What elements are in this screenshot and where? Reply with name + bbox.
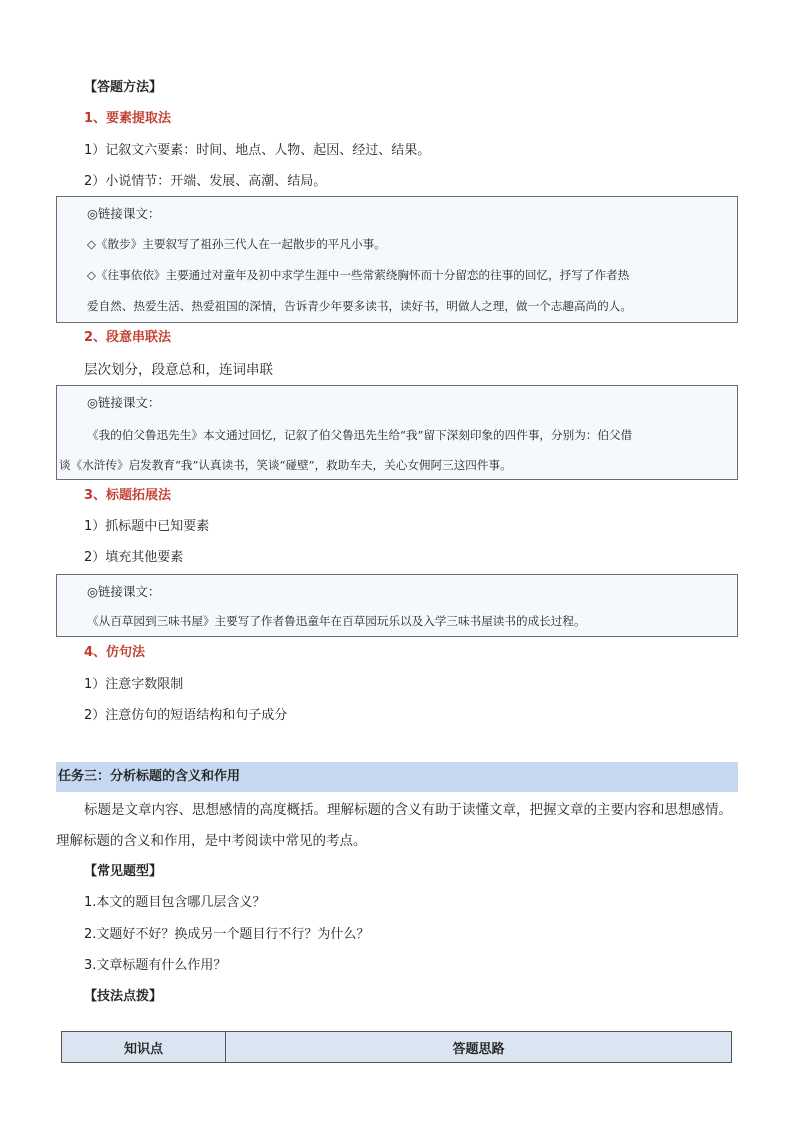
lesson-link-box-2 (56, 385, 738, 480)
task-3-intro-line-1: 标题是文章内容、思想感情的高度概括。理解标题的含义有助于读懂文章，把握文章的主要内容和思想感情。 (84, 802, 732, 818)
lesson-link-line: ◇《散步》主要叙写了祖孙三代人在一起散步的平凡小事。 (87, 237, 386, 251)
skills-heading: 【技法点拨】 (84, 989, 163, 1004)
table-header-knowledge-point: 知识点 (62, 1032, 226, 1063)
lesson-link-line: 谈《水浒传》启发教育“我”认真读书，笑谈“碰壁”，救助车夫，关心女佣阿三这四件事。 (59, 458, 512, 472)
common-question-types-heading: 【常见题型】 (84, 864, 163, 879)
lesson-link-line: 《我的伯父鲁迅先生》本文通过回忆，记叙了伯父鲁迅先生给“我”留下深刻印象的四件事，分别为：伯父借 (87, 428, 633, 442)
method-4-title: 4、仿句法 (84, 645, 146, 660)
answer-method-heading: 【答题方法】 (84, 80, 163, 95)
method-2-title: 2、段意串联法 (84, 330, 172, 345)
lesson-link-label: ◎链接课文： (87, 395, 161, 410)
method-4-point-1: 1）注意字数限制 (84, 677, 184, 692)
question-type-1: 1.本文的题目包含哪几层含义？ (84, 895, 266, 910)
method-1-title: 1、要素提取法 (84, 111, 172, 126)
method-4-point-2: 2）注意仿句的短语结构和句子成分 (84, 708, 288, 723)
method-1-point-1: 1）记叙文六要素：时间、地点、人物、起因、经过、结果。 (84, 143, 431, 158)
lesson-link-line: 《从百草园到三味书屋》主要写了作者鲁迅童年在百草园玩乐以及入学三味书屋读书的成长过程。 (87, 614, 586, 628)
method-2-point-1: 层次划分，段意总和，连词串联 (84, 362, 273, 378)
task-3-title-bar: 任务三：分析标题的含义和作用 (56, 762, 738, 792)
lesson-link-line: ◇《往事依依》主要通过对童年及初中求学生涯中一些常萦绕胸怀而十分留恋的往事的回忆，抒写了作者热 (87, 268, 630, 282)
method-3-title: 3、标题拓展法 (84, 488, 172, 503)
table-header-row (62, 1032, 732, 1063)
question-type-3: 3.文章标题有什么作用？ (84, 958, 227, 973)
lesson-link-label: ◎链接课文： (87, 206, 161, 221)
lesson-link-box-1 (56, 196, 738, 323)
method-1-point-2: 2）小说情节：开端、发展、高潮、结局。 (84, 174, 327, 189)
method-3-point-2: 2）填充其他要素 (84, 550, 184, 565)
task-3-intro-line-2: 理解标题的含义和作用，是中考阅读中常见的考点。 (56, 833, 367, 849)
lesson-link-box-3 (56, 574, 738, 637)
question-type-2: 2.文题好不好？换成另一个题目行不行？为什么？ (84, 927, 370, 942)
skills-table (61, 1031, 732, 1063)
lesson-link-line: 爱自然、热爱生活、热爱祖国的深情，告诉青少年要多读书，读好书，明做人之理，做一个志趣高尚的人。 (87, 299, 632, 313)
table-header-answer-approach: 答题思路 (226, 1032, 732, 1063)
method-3-point-1: 1）抓标题中已知要素 (84, 519, 210, 534)
lesson-link-label: ◎链接课文： (87, 584, 161, 599)
